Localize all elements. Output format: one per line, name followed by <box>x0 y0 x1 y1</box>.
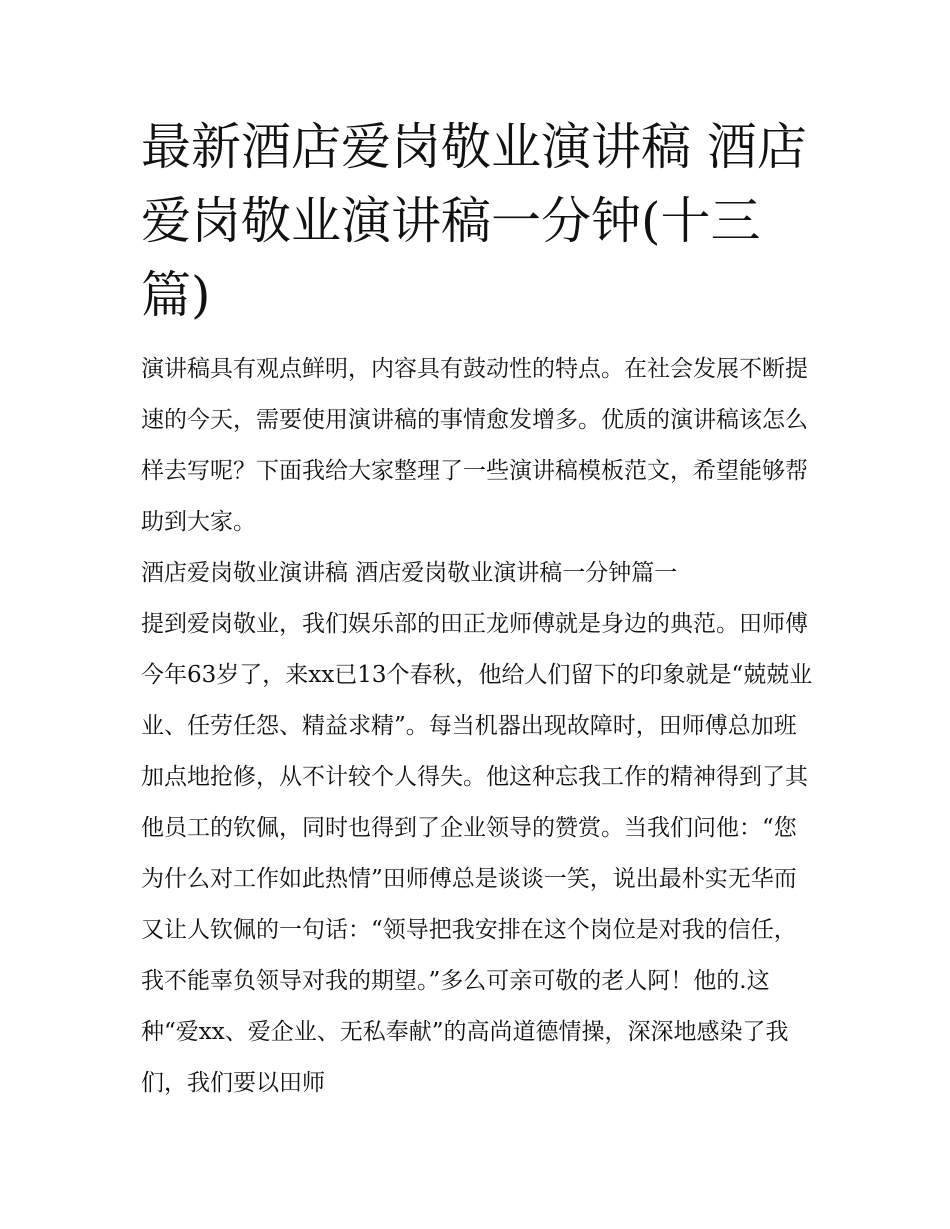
intro-paragraph: 演讲稿具有观点鲜明，内容具有鼓动性的特点。在社会发展不断提速的今天，需要使用演讲稿的事情愈发增多。优质的演讲稿该怎么样去写呢？下面我给大家整理了一些演讲稿模板范文，希望能够帮助到大家。 <box>141 356 808 535</box>
body-paragraph: 提到爱岗敬业，我们娱乐部的田正龙师傅就是身边的典范。田师傅今年63岁了，来xx已13个春秋，他给人们留下的印象就是“兢兢业业、任劳任怨、精益求精”。每当机器出现故障时，田师傅总加班加点地抢修，从不计较个人得失。他这种忘我工作的精神得到了其他员工的钦佩，同时也得到了企业领导的赞赏。当我们问他：“您为什么对工作如此热情”田师傅总是谈谈一笑，说出最朴实无华而又让人钦佩的一句话：“领导把我安排在这个岗位是对我的信任，我不能辜负领导对我的期望。”多么可亲可敬的老人阿！他的.这种“爱xx、爱企业、无私奉献”的高尚道德情操，深深地感染了我们，我们要以田师 <box>141 611 813 1096</box>
document-title: 最新酒店爱岗敬业演讲稿 酒店爱岗敬业演讲稿一分钟(十三篇) <box>141 118 807 324</box>
document-content <box>141 110 813 1109</box>
section-heading: 酒店爱岗敬业演讲稿 酒店爱岗敬业演讲稿一分钟篇一 <box>141 560 678 586</box>
